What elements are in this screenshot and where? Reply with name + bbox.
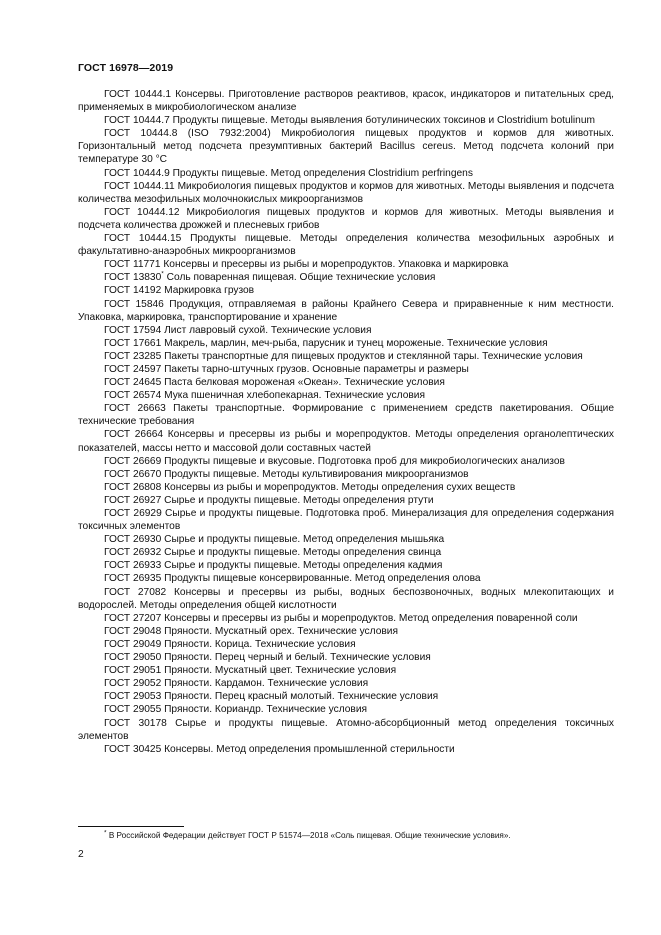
footnote-text: В Российской Федерации действует ГОСТ Р 51574—2018 «Соль пищевая. Общие технические условия». [108, 831, 511, 840]
reference-entry: ГОСТ 26930 Сырье и продукты пищевые. Метод определения мышьяка [104, 534, 445, 546]
page-number: 2 [78, 849, 84, 860]
reference-entry: ГОСТ 10444.8 (ISO 7932:2004) Микробиология пищевых продуктов и кормов для животных. Горизонтальный метод подсчета презумптивных бактерий Bacillus cereus. Метод подсчета колоний при температуре 30 °С [78, 128, 614, 166]
reference-entry: ГОСТ 11771 Консервы и пресервы из рыбы и морепродуктов. Упаковка и маркировка [104, 259, 509, 271]
reference-entry: ГОСТ 10444.9 Продукты пищевые. Метод определения Clostridium perfringens [104, 167, 473, 179]
reference-entry: ГОСТ 29050 Пряности. Перец черный и белый. Технические условия [104, 652, 431, 664]
reference-entry: ГОСТ 27207 Консервы и пресервы из рыбы и морепродуктов. Метод определения поваренной соли [104, 612, 578, 624]
page-header-title: ГОСТ 16978—2019 [78, 62, 174, 74]
reference-entry: ГОСТ 26933 Сырье и продукты пищевые. Методы определения кадмия [104, 560, 443, 572]
normative-references-list [78, 88, 614, 756]
reference-entry: ГОСТ 29048 Пряности. Мускатный орех. Технические условия [104, 625, 398, 637]
footnote-marker: * [104, 829, 107, 837]
reference-entry: ГОСТ 29049 Пряности. Корица. Технические условия [104, 638, 356, 650]
reference-entry: ГОСТ 29055 Пряности. Кориандр. Технические условия [104, 704, 368, 716]
reference-entry: ГОСТ 24645 Паста белковая мороженая «Океан». Технические условия [104, 377, 445, 389]
reference-entry: ГОСТ 30178 Сырье и продукты пищевые. Атомно-абсорбционный метод определения токсичных элементов [78, 717, 614, 742]
reference-entry: ГОСТ 10444.11 Микробиология пищевых продуктов и кормов для животных. Методы выявления и подсчета количества мезофильных молочнокислых микроорганизмов [78, 180, 614, 205]
reference-entry: ГОСТ 26664 Консервы и пресервы из рыбы и морепродуктов. Методы определения органолептических показателей, массы нетто и массовой доли составных частей [78, 429, 614, 454]
reference-entry: ГОСТ 26808 Консервы из рыбы и морепродуктов. Методы определения сухих веществ [104, 481, 516, 493]
reference-entry: ГОСТ 26935 Продукты пищевые консервированные. Метод определения олова [104, 573, 481, 585]
reference-title: Соль поваренная пищевая. Общие технические условия [163, 272, 436, 284]
reference-entry: ГОСТ 15846 Продукция, отправляемая в районы Крайнего Севера и приравненные к ним местности. Упаковка, маркировка, транспортирование и хранение [78, 298, 614, 323]
reference-entry: ГОСТ 26574 Мука пшеничная хлебопекарная. Технические условия [104, 390, 425, 402]
reference-code: ГОСТ 13830 [104, 272, 162, 284]
reference-entry: ГОСТ 10444.1 Консервы. Приготовление растворов реактивов, красок, индикаторов и питательных сред, применяемых в микробиологическом анализе [78, 89, 614, 114]
reference-entry: ГОСТ 26669 Продукты пищевые и вкусовые. Подготовка проб для микробиологических анализов [104, 455, 565, 467]
footnote [78, 831, 614, 841]
reference-entry: ГОСТ 10444.7 Продукты пищевые. Методы выявления ботулинических токсинов и Clostridium botulinum [104, 115, 595, 127]
reference-entry: ГОСТ 26663 Пакеты транспортные. Формирование с применением средств пакетирования. Общие технические требования [78, 403, 614, 428]
reference-entry: ГОСТ 10444.15 Продукты пищевые. Методы определения количества мезофильных аэробных и факультативно-анаэробных микроорганизмов [78, 233, 614, 258]
reference-entry: ГОСТ 17661 Макрель, марлин, меч-рыба, парусник и тунец мороженые. Технические условия [104, 337, 548, 349]
reference-entry: ГОСТ 23285 Пакеты транспортные для пищевых продуктов и стеклянной тары. Технические условия [104, 350, 583, 362]
reference-entry: ГОСТ 29053 Пряности. Перец красный молотый. Технические условия [104, 691, 439, 703]
reference-entry: ГОСТ 10444.12 Микробиология пищевых продуктов и кормов для животных. Методы выявления и подсчета количества дрожжей и плесневых грибов [78, 206, 614, 231]
reference-entry: ГОСТ 26929 Сырье и продукты пищевые. Подготовка проб. Минерализация для определения содержания токсичных элементов [78, 508, 614, 533]
reference-entry-13830 [78, 271, 614, 284]
reference-entry: ГОСТ 26670 Продукты пищевые. Методы культивирования микроорганизмов [104, 468, 469, 480]
reference-entry: ГОСТ 27082 Консервы и пресервы из рыбы, водных беспозвоночных, водных млекопитающих и водорослей. Методы определения общей кислотности [78, 586, 614, 611]
reference-entry: ГОСТ 29051 Пряности. Мускатный цвет. Технические условия [104, 665, 397, 677]
reference-entry: ГОСТ 17594 Лист лавровый сухой. Технические условия [104, 324, 372, 336]
reference-entry: ГОСТ 24597 Пакеты тарно-штучных грузов. Основные параметры и размеры [104, 363, 469, 375]
reference-entry: ГОСТ 26927 Сырье и продукты пищевые. Методы определения ртути [104, 494, 434, 506]
reference-entry: ГОСТ 30425 Консервы. Метод определения промышленной стерильности [104, 743, 455, 755]
reference-entry: ГОСТ 29052 Пряности. Кардамон. Технические условия [104, 678, 369, 690]
footnote-marker: * [161, 270, 164, 278]
footnote-divider [78, 826, 184, 827]
reference-entry: ГОСТ 26932 Сырье и продукты пищевые. Методы определения свинца [104, 547, 442, 559]
reference-entry: ГОСТ 14192 Маркировка грузов [104, 285, 255, 297]
